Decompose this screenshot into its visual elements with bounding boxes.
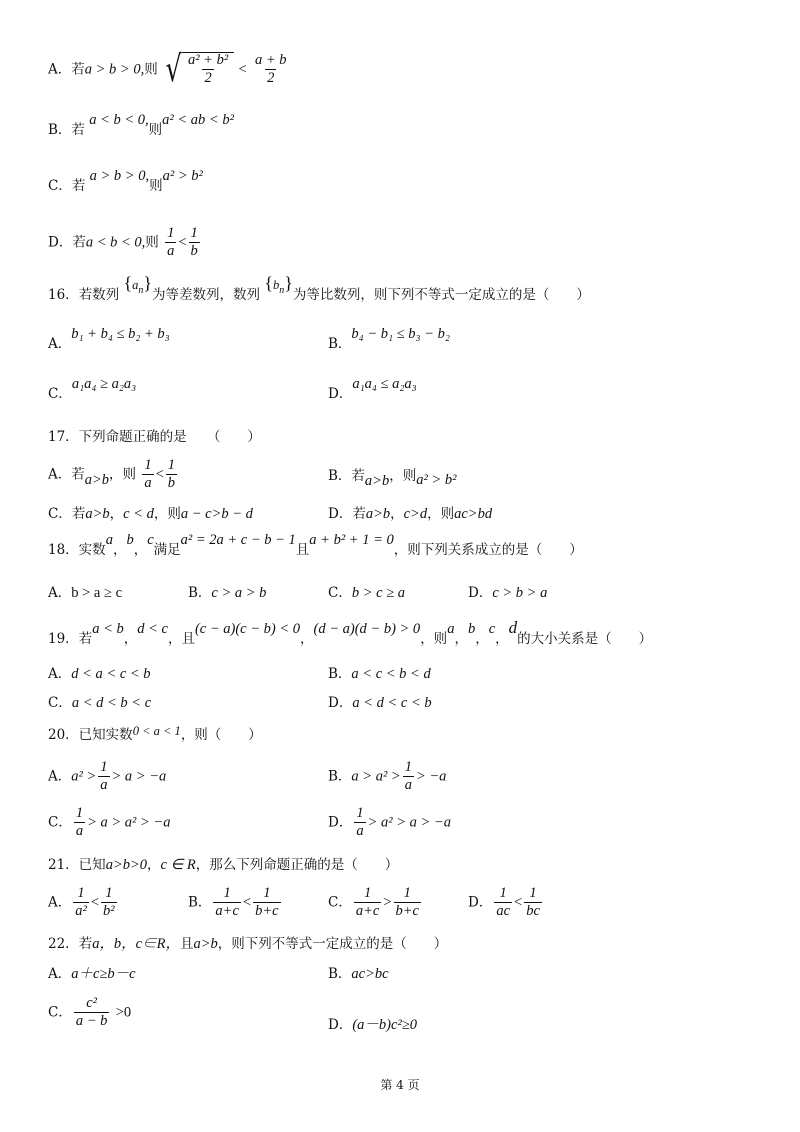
question-22-stem: 22．若a，b，c∈R，且a>b，则下列不等式一定成立的是（ ） — [48, 936, 448, 952]
q21-option-d: D． $\frac{1}{ac}$ < $\frac{1}{bc}$ — [468, 885, 540, 919]
q20-option-c: C． $\frac{1}{a}$ > a > a² > −a — [48, 805, 171, 839]
q19-option-d: D．a < d < c < b — [328, 695, 432, 711]
q17-option-c: C．若a>b，c < d，则a − c>b − d — [48, 506, 253, 522]
question-16-stem: 16．若数列 $\{a_n\}$为等差数列，数列 $\{b_n\}$为等比数列，则下列不等式一定成立的是（ ） — [48, 273, 590, 303]
q16-option-d: D．a₁a₄ ≤ a₂a₃ — [328, 376, 417, 402]
q21-option-c: C． $\frac{1}{a+c}$ > $\frac{1}{b+c}$ — [328, 885, 419, 919]
q16-option-a: A．b₁ + b₄ ≤ b₂ + b₃ — [48, 326, 170, 352]
question-17-stem: 17．下列命题正确的是 （ ） — [48, 429, 261, 445]
q15-option-b: B．若 a < b < 0,则a² < ab < b² — [48, 112, 234, 138]
q22-option-c: C． $\frac{\text{c²}}{a - b}$ >0 — [48, 995, 132, 1029]
q20-option-d: D． $\frac{1}{a}$ > a² > a > −a — [328, 805, 451, 839]
q18-option-b: B．c > a > b — [188, 585, 267, 601]
question-19-stem: 19．若a < b，d < c，且(c − a)(c − b) < 0，(d − a)(d − b) > 0，则a，b，c，d的大小关系是（ ） — [48, 618, 653, 647]
q20-option-a: A．a² > $\frac{1}{a}$ > a > −a — [48, 759, 167, 793]
q19-option-c: C．a < d < b < c — [48, 695, 152, 711]
question-20-stem: 20．已知实数0 < a < 1，则（ ） — [48, 724, 262, 743]
q20-option-b: B．a > a² > $\frac{1}{a}$ > −a — [328, 759, 447, 793]
q21-option-b: B． $\frac{1}{a+c}$ < $\frac{1}{b+c}$ — [188, 885, 279, 919]
q18-option-c: C．b > c ≥ a — [328, 585, 406, 601]
q22-option-b: B．ac>bc — [328, 966, 389, 982]
square-root: √ $\frac{\text{a² + b²}}{2}$ — [162, 52, 234, 88]
question-21-stem: 21．已知a>b>0，c ∈ R，那么下列命题正确的是（ ） — [48, 857, 399, 873]
q22-option-a: A．a＋c≥b－c — [48, 966, 136, 982]
q15-option-c: C．若 a > b > 0,则a² > b² — [48, 168, 203, 194]
q15-option-a: A．若a > b > 0,则 √ $\frac{\text{a² + b²}}{2}$ < $\frac{a + b}{2}$ — [48, 49, 287, 90]
q17-option-a: A．若a>b，则 $\frac{1}{a}$ < $\frac{1}{b}$ — [48, 457, 176, 491]
q19-option-a: A．d < a < c < b — [48, 666, 151, 682]
q18-option-d: D．c > b > a — [468, 585, 548, 601]
q21-option-a: A． $\frac{1}{\text{a²}}$ < $\frac{1}{\text{b²}}$ — [48, 885, 115, 919]
question-18-stem: 18．实数a，b，c满足a² = 2a + c − b − 1且a + b² + 1 = 0，则下列关系成立的是（ ） — [48, 532, 583, 558]
q17-option-d: D．若a>b，c>d，则ac>bd — [328, 506, 493, 522]
q19-option-b: B．a < c < b < d — [328, 666, 431, 682]
page-number: 第 4 页 — [380, 1078, 420, 1092]
q18-option-a: A．b > a ≥ c — [48, 585, 123, 601]
q22-option-d: D．(a－b)c²≥0 — [328, 1017, 417, 1033]
q16-option-b: B．b₄ − b₁ ≤ b₃ − b₂ — [328, 326, 450, 352]
q17-option-b: B．若a>b，则a² > b² — [328, 468, 457, 489]
q16-option-c: C．a₁a₄ ≥ a₂a₃ — [48, 376, 137, 402]
q15-option-d: D．若a < b < 0,则 $\frac{1}{a}$ < $\frac{1}{b}$ — [48, 225, 198, 259]
